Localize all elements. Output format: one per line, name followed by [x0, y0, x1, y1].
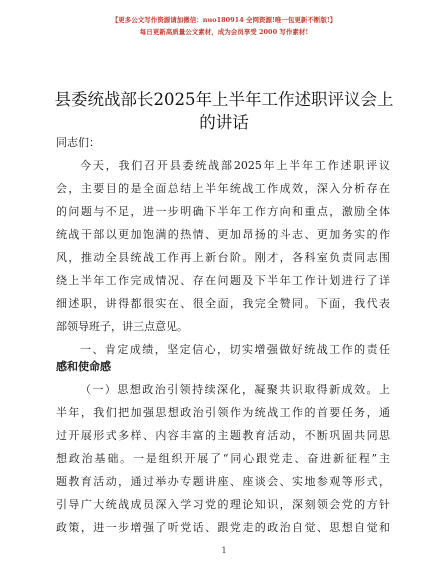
paragraph-line: 政策，进一步增强了听党话、跟党走的政治自觉、思想自觉和	[56, 521, 390, 534]
paragraph-line: 绕上半年工作完成情况、存在问题及下半年工作计划进行了详	[56, 274, 390, 287]
paragraph-line: 会，主要目的是全面总结上半年统战工作成效，深入分析存在	[56, 182, 390, 195]
paragraph-line: 引导广大统战成员深入学习党的理论知识，深刻领会党的方针	[56, 498, 390, 511]
paragraph-line: 细述职，讲得都很实在、很全面，我完全赞同。下面，我代表	[56, 297, 390, 310]
page-number: 1	[221, 546, 227, 555]
paragraph-line: 半年，我们把加强思想政治引领作为统战工作的首要任务，通	[56, 406, 390, 419]
promo-banner-line-2: 每日更新高质量公文素材，成为会员享受 2000 写作素材!	[139, 28, 309, 36]
paragraph-line: （一）思想政治引领持续深化，凝聚共识取得新成效。上	[80, 383, 390, 396]
paragraph-line: 想政治基础。一是组织开展了“同心跟党走、奋进新征程”主	[56, 452, 390, 465]
paragraph-line: 风，推动全县统战工作再上新台阶。刚才，各科室负责同志围	[56, 251, 390, 264]
paragraph-line: 过开展形式多样、内容丰富的主题教育活动，不断巩固共同思	[56, 429, 390, 442]
salutation: 同志们：	[56, 136, 100, 149]
paragraph-line: 部领导班子，讲三点意见。	[56, 320, 188, 333]
document-title-line-1: 县委统战部长2025年上半年工作述职评议会上	[54, 90, 394, 109]
promo-banner-line-1: 【更多公文写作资源请加微信：nuo180914 全网资源!唯一包更新不断版!】	[111, 16, 337, 24]
document-title-line-2: 的讲话	[199, 113, 249, 132]
section-heading-line-1: 一、肯定成绩，坚定信心，切实增强做好统战工作的责任	[80, 343, 390, 356]
paragraph-line: 题教育活动，通过举办专题讲座、座谈会、实地参观等形式，	[56, 475, 390, 488]
section-heading-line-2: 感和使命感	[56, 360, 111, 373]
paragraph-line: 今天，我们召开县委统战部2025年上半年工作述职评议	[80, 159, 390, 172]
paragraph-line: 的问题与不足，进一步明确下半年工作方向和重点，激励全体	[56, 205, 390, 218]
paragraph-line: 统战干部以更加饱满的热情、更加昂扬的斗志、更加务实的作	[56, 228, 390, 241]
